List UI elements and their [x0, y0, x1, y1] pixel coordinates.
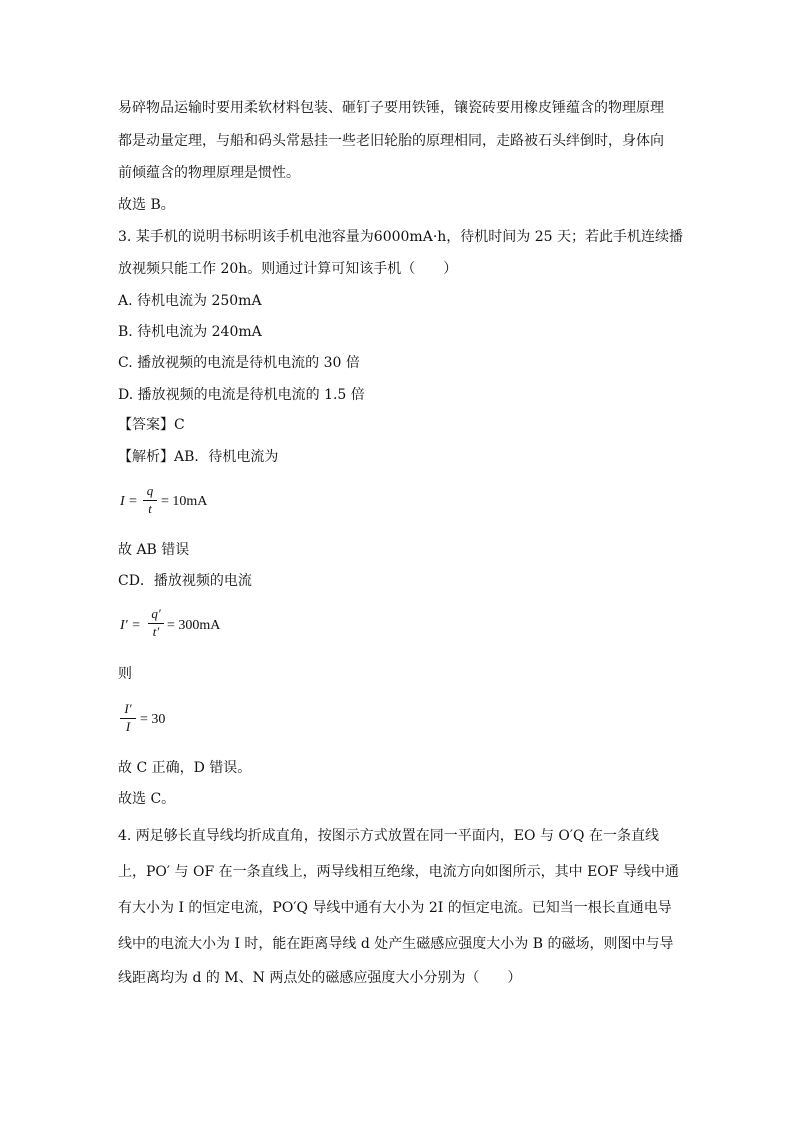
- question-4-line: 线中的电流大小为 I 时，能在距离导线 d 处产生磁感应强度大小为 B 的磁场，则图中与导: [118, 936, 674, 952]
- eq2-denominator: t′: [152, 624, 160, 639]
- paragraph-line: 易碎物品运输时要用柔软材料包装、砸钉子要用铁锤，镶瓷砖要用橡皮锤蕴含的物理原理: [118, 100, 664, 116]
- question-4-line: 有大小为 I 的恒定电流，PO′Q 导线中通有大小为 2I 的恒定电流。已知当一根长直通电导: [118, 900, 672, 916]
- ab-wrong-line: 故 AB 错误: [118, 542, 190, 558]
- paragraph-line: 都是动量定理，与船和码头常悬挂一些老旧轮胎的原理相同，走路被石头绊倒时，身体向: [118, 133, 664, 149]
- option-a: A. 待机电流为 250mA: [118, 293, 262, 309]
- eq2-fraction: [148, 607, 164, 643]
- question-4-line: 4. 两足够长直导线均折成直角，按图示方式放置在同一平面内，EO 与 O′Q 在一条直线: [118, 828, 659, 844]
- option-c: C. 播放视频的电流是待机电流的 30 倍: [118, 355, 360, 371]
- question-3-stem: 3. 某手机的说明书标明该手机电池容量为6000mA·h，待机时间为 25 天；若此手机连续播: [118, 229, 684, 245]
- paragraph-line: 前倾蕴含的物理原理是惯性。: [118, 165, 300, 181]
- eq1-rhs: = 10mA: [161, 494, 208, 509]
- eq1-denominator: t: [148, 501, 152, 516]
- eq1-lhs: I =: [120, 494, 138, 509]
- eq3-numerator: I′: [124, 701, 132, 716]
- option-d: D. 播放视频的电流是待机电流的 1.5 倍: [118, 387, 365, 403]
- eq2-rhs: = 300mA: [167, 618, 221, 633]
- option-b: B. 待机电流为 240mA: [118, 324, 262, 340]
- eq1-numerator: q: [146, 483, 154, 498]
- answer-line: 【答案】C: [118, 417, 185, 433]
- cd-result-line: 故 C 正确，D 错误。: [118, 760, 252, 776]
- eq2-numerator: q′: [151, 606, 161, 621]
- question-3-stem: 放视频只能工作 20h。则通过计算可知该手机（ ）: [118, 261, 458, 277]
- eq3-fraction: [120, 702, 136, 738]
- eq3-rhs: = 30: [140, 712, 166, 727]
- conclusion-line: 故选 B。: [118, 197, 175, 213]
- analysis-intro: 【解析】AB．待机电流为: [118, 449, 279, 465]
- question-4-line: 线距离均为 d 的 M、N 两点处的磁感应强度大小分别为（ ）: [118, 970, 522, 986]
- conclusion-line: 故选 C。: [118, 791, 176, 807]
- cd-intro-line: CD．播放视频的电流: [118, 573, 252, 589]
- eq2-lhs: I′ =: [120, 618, 141, 633]
- question-4-line: 上，PO′ 与 OF 在一条直线上，两导线相互绝缘，电流方向如图所示，其中 EOF 导线中通: [118, 864, 679, 880]
- then-line: 则: [118, 666, 132, 682]
- eq1-fraction: [143, 484, 157, 520]
- eq3-denominator: I: [125, 719, 131, 734]
